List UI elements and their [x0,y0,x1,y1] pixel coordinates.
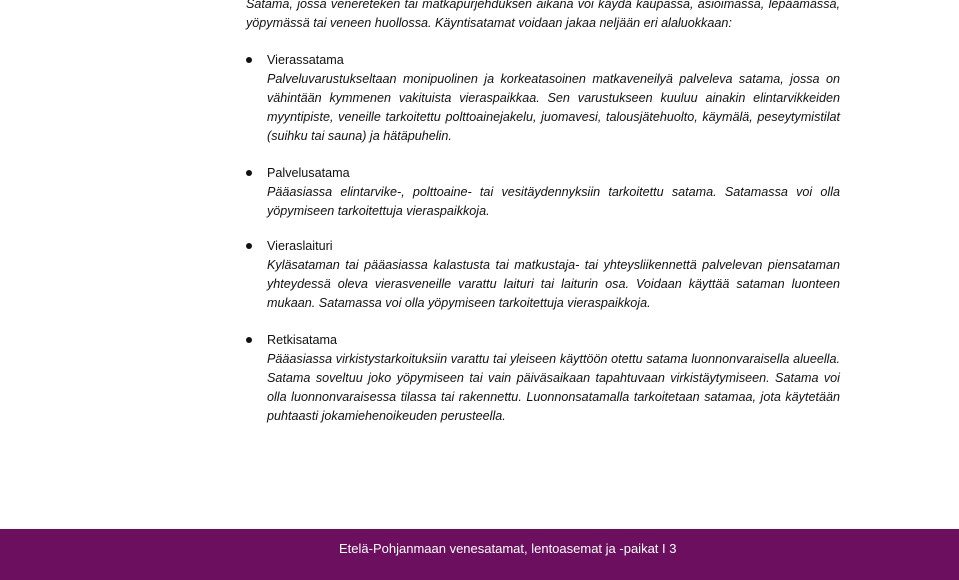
item-description: Pääasiassa virkistystarkoituksiin varattu tai yleiseen käyttöön otettu satama luonnonvaraisella alueella. Satama soveltuu joko yöpymiseen tai vain päiväsaikaan tapahtuvaan virkistäytymiseen. Satama voi olla luonnonvaraisessa tilassa tai rakennettu. Luonnonsatamalla tarkoitetaan satamaa, jota käytetään puhtaasti jokamiehenoikeuden perusteella. [267,352,840,423]
item-description: Palveluvarustukseltaan monipuolinen ja korkeatasoinen matkaveneilyä palveleva satama, jossa on vähintään kymmenen vakituista vieraspaikkaa. Sen varustukseen kuuluu ainakin elintarvikkeiden myyntipiste, veneille tarkoitettu polttoainejakelu, juomavesi, talousjätehuolto, käymälä, peseytymistilat (suihku tai sauna) ja hätäpuhelin. [267,72,840,143]
page-footer [0,529,959,580]
item-title: Vieraslaituri [267,239,333,253]
list-item-vierassatama [246,51,840,146]
item-description: Kyläsataman tai pääasiassa kalastusta tai matkustaja- tai yhteysliikennettä palvelevan piensataman yhteydessä oleva vierasveneille varattu laituri tai laiturin osa. Voidaan käyttää sataman luonteen mukaan. Satamassa voi olla yöpymiseen tarkoitettuja vieraspaikkoja. [267,258,840,310]
item-title: Vierassatama [267,53,344,67]
footer-text: Etelä-Pohjanmaan venesatamat, lentoasemat ja -paikat I 3 [339,541,677,556]
bullet-icon [246,243,252,249]
bullet-icon [246,337,252,343]
bullet-icon [246,170,252,176]
intro-paragraph: Satama, jossa venereteken tai matkapurjehduksen aikana voi käydä kaupassa, asioimassa, lepäämässä, yöpymässä tai veneen huollossa. Käyntisatamat voidaan jakaa neljään eri alaluokkaan: [246,0,840,30]
list-item-vieraslaituri [246,237,840,313]
item-title: Palvelusatama [267,166,350,180]
list-item-palvelusatama [246,164,840,221]
bullet-icon [246,57,252,63]
list-item-retkisatama [246,331,840,426]
item-description: Pääasiassa elintarvike-, polttoaine- tai vesitäydennyksiin tarkoitettu satama. Satamassa voi olla yöpymiseen tarkoitettuja vieraspaikkoja. [267,185,840,218]
item-title: Retkisatama [267,333,337,347]
